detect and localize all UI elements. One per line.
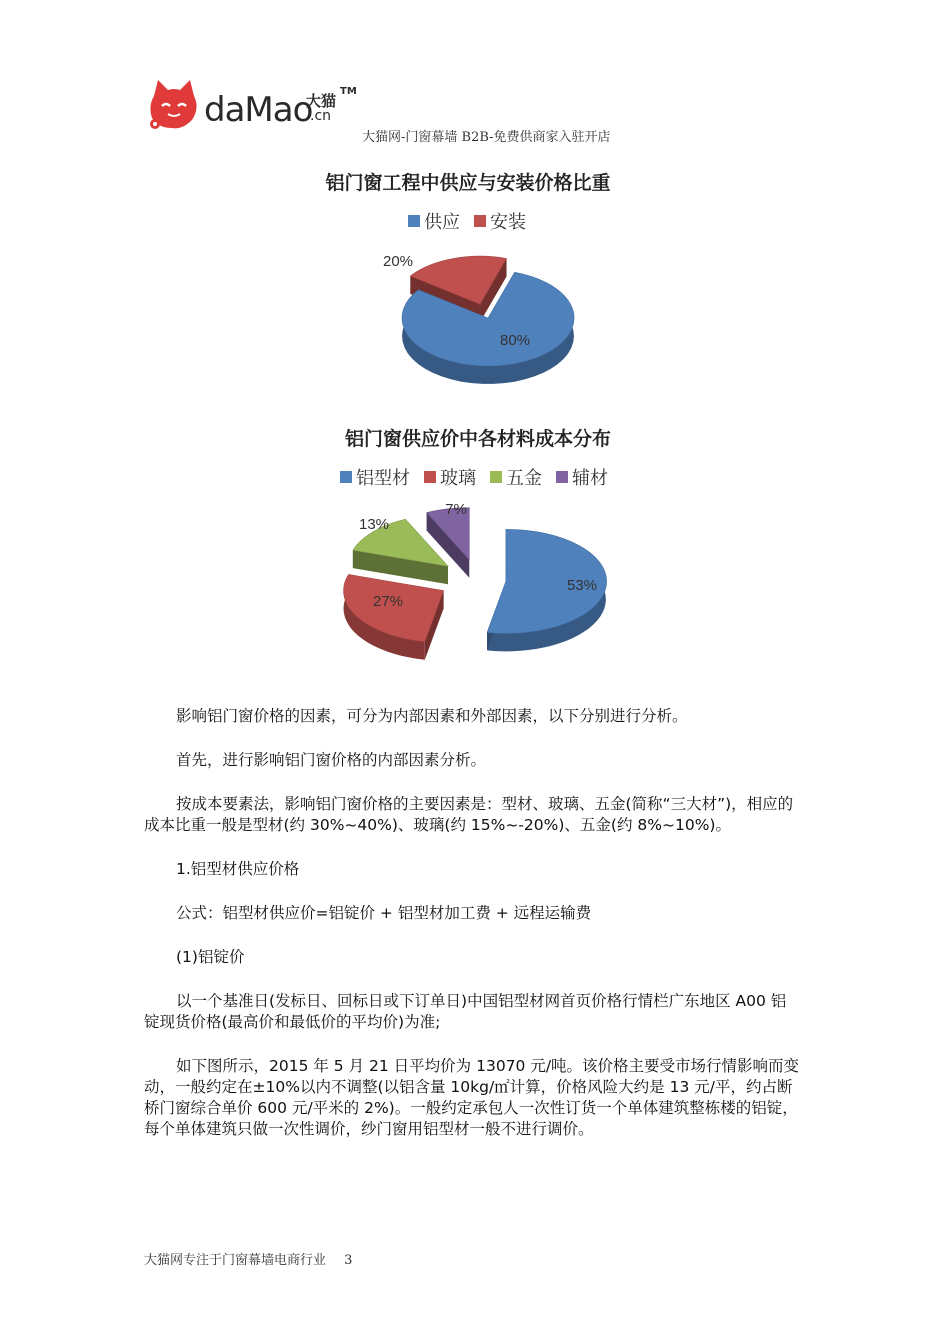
page-footer xyxy=(144,1249,352,1268)
logo-wordmark: daMao xyxy=(204,90,313,130)
legend-swatch-purple xyxy=(556,471,568,483)
legend-label: 安装 xyxy=(490,212,526,233)
page-number: 3 xyxy=(344,1253,353,1268)
legend-swatch-blue xyxy=(408,215,420,227)
logo-tm: TM xyxy=(340,86,357,97)
paragraph: 按成本要素法，影响铝门窗价格的主要因素是：型材、玻璃、五金(简称“三大材”)，相应的成本比重一般是型材(约 30%~40%)、玻璃(约 15%~-20%)、五金(约 8%~10%)。 xyxy=(144,795,794,834)
chart2-pie xyxy=(330,496,630,676)
chart1-legend xyxy=(408,208,526,234)
footer-text: 大猫网专注于门窗幕墙电商行业 xyxy=(144,1253,327,1268)
legend-item xyxy=(474,208,526,234)
pie-data-label: 7% xyxy=(445,501,467,518)
legend-item xyxy=(490,464,542,490)
chart2-title: 铝门窗供应价中各材料成本分布 xyxy=(344,428,611,450)
pie-data-label: 20% xyxy=(382,253,414,270)
section-heading: 1.铝型材供应价格 xyxy=(176,860,300,878)
chart2-legend xyxy=(340,464,608,490)
legend-swatch-blue xyxy=(340,471,352,483)
legend-label: 辅材 xyxy=(572,468,608,489)
legend-item xyxy=(408,208,460,234)
paragraph: 影响铝门窗价格的因素，可分为内部因素和外部因素，以下分别进行分析。 xyxy=(176,707,688,725)
legend-label: 供应 xyxy=(424,212,460,233)
pie-data-label: 27% xyxy=(372,593,404,610)
legend-item xyxy=(424,464,476,490)
paragraph: 以一个基准日(发标日、回标日或下订单日)中国铝型材网首页价格行情栏广东地区 A00 铝锭现货价格(最高价和最低价的平均价)为准; xyxy=(144,992,787,1031)
paragraph: 如下图所示，2015 年 5 月 21 日平均价为 13070 元/吨。该价格主要受市场行情影响而变动，一般约定在±10%以内不调整(以铝含量 10kg/㎡计算，价格风险大约是 13 元/平，约占断桥门窗综合单价 600 元/平米的 2%)。一般约定承包人一次性订货一个单体建筑整栋楼的铝锭，每个单体建筑只做一次性调价，纱门窗用铝型材一般不进行调价。 xyxy=(144,1057,800,1138)
chart1-pie xyxy=(360,244,630,404)
chart1-title: 铝门窗工程中供应与安装价格比重 xyxy=(325,172,611,194)
pie-data-label: 13% xyxy=(358,516,390,533)
legend-swatch-red xyxy=(474,215,486,227)
pie-data-label: 80% xyxy=(499,332,531,349)
paragraph: 首先，进行影响铝门窗价格的内部因素分析。 xyxy=(176,751,487,769)
legend-swatch-green xyxy=(490,471,502,483)
legend-label: 五金 xyxy=(506,468,542,489)
pie-data-label: 53% xyxy=(566,577,598,594)
legend-label: 玻璃 xyxy=(440,468,476,489)
article-body xyxy=(144,706,800,1140)
damao-logo xyxy=(144,76,364,136)
formula: 公式：铝型材供应价=铝锭价 + 铝型材加工费 + 远程运输费 xyxy=(176,904,592,922)
legend-item xyxy=(340,464,410,490)
legend-swatch-red xyxy=(424,471,436,483)
subsection-heading: (1)铝锭价 xyxy=(176,948,245,966)
logo-cn: 大猫 xyxy=(306,92,337,110)
logo-domain: .cn xyxy=(310,108,332,124)
header-tagline: 大猫网-门窗幕墙 B2B-免费供商家入驻开店 xyxy=(362,130,611,145)
legend-label: 铝型材 xyxy=(356,468,410,489)
legend-item xyxy=(556,464,608,490)
